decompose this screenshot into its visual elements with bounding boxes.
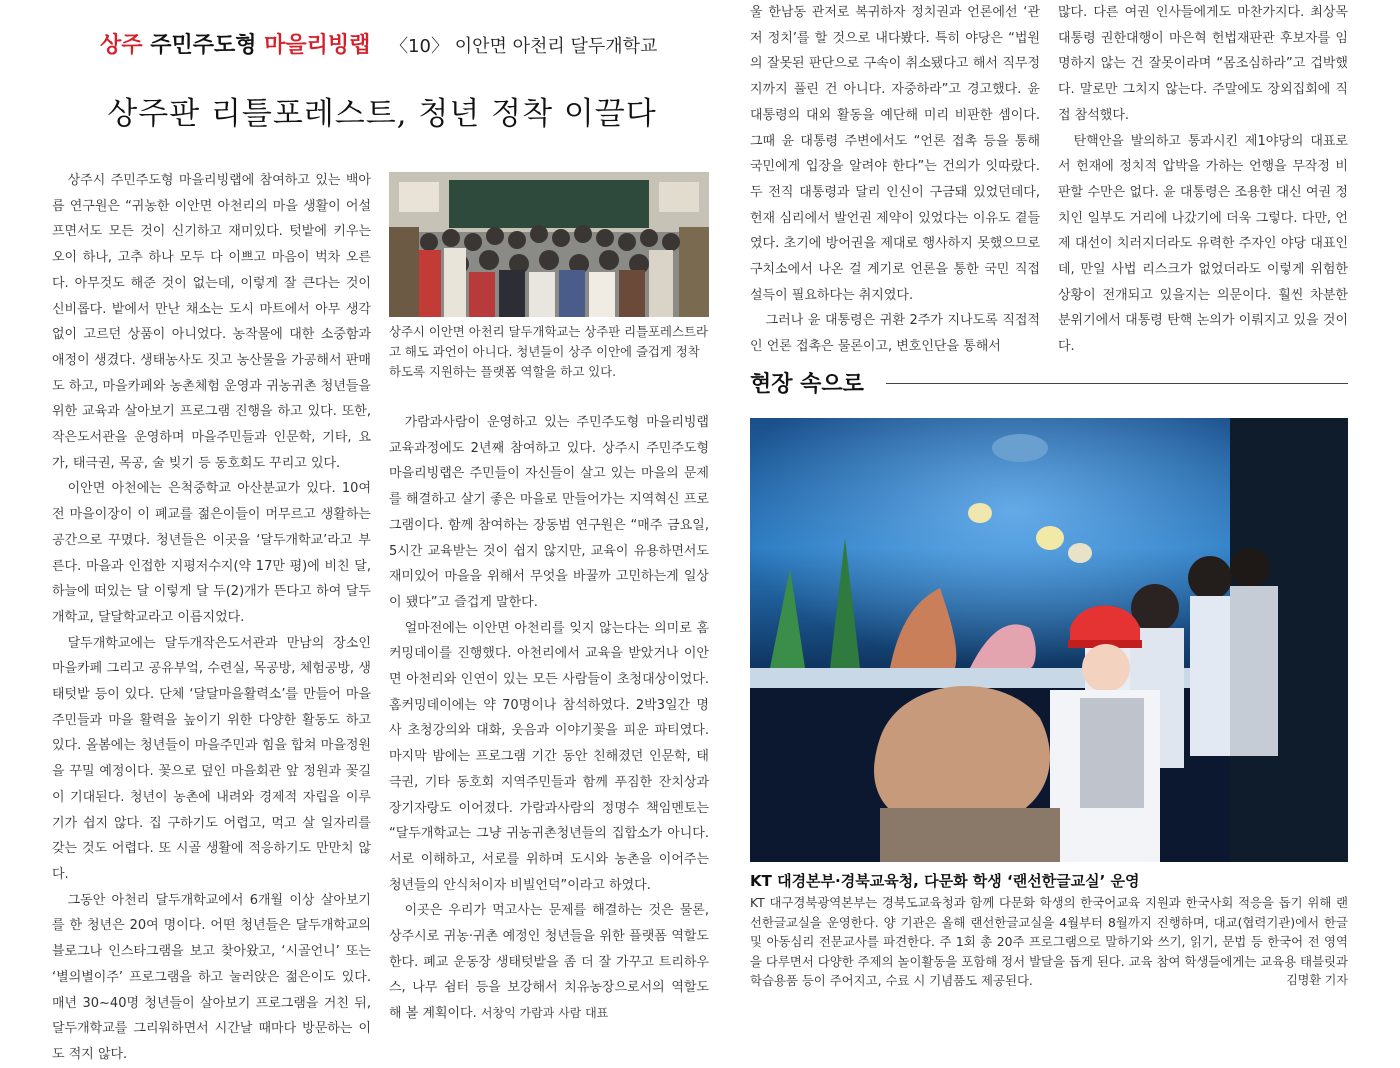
group-photo bbox=[389, 172, 709, 317]
group-photo-image bbox=[389, 172, 709, 317]
article-paragraph: 얼마전에는 이안면 아천리를 잊지 않는다는 의미로 홈커밍데이를 진행했다. 아천리에서 교육을 받았거나 이안면 아천리와 인연이 있는 모든 사람들이 초청대상이었다. 홈커밍데이에는 약 70명이나 참석하였다. 2박3일간 명사 초청강의와 대화, 웃음과 이야기꽃을 피운 파티였다. 마지막 밤에는 프로그램 기간 동안 친해졌던 인문학, 태극권, 기타 동호회 지역주민들과 함께 푸짐한 잔치상과 장기자랑도 이어졌다. 가람과사람의 정명수 책임멘토는 “달두개학교는 그냥 귀농귀촌청년들의 집합소가 아니다. 서로 이해하고, 서로를 위하며 도시와 농촌을 이어주는 청년들의 안식처이자 비빌언덕”이라고 하였다. bbox=[389, 620, 709, 893]
column-paragraph: 울 한남동 관저로 복귀하자 정치권과 언론에선 ‘관저 정치’를 할 것으로 내다봤다. 특히 야당은 “법원의 잘못된 판단으로 구속이 취소됐다고 해서 직무정지까지 풀린 건 아니다. 자중하라”고 경고했다. 윤 대통령의 대외 활동을 예단해 미리 비판한 셈이다. 그때 윤 대통령 주변에서도 “언론 접촉 등을 통해 국민에게 입장을 알려야 한다”는 건의가 잇따랐다. 두 전직 대통령과 달리 인신이 구금돼 있었던데다, 헌재 심리에서 발언권 제약이 있었다는 이유도 곁들였다. 초기에 방어권을 제대로 행사하지 못했으므로 구치소에서 나온 걸 계기로 언론을 통한 국민 직접 설득이 필요하다는 취지였다. bbox=[750, 5, 1040, 303]
photo-caption-text: KT 대구경북광역본부는 경북도교육청과 함께 다문화 학생의 한국어교육 지원과 한국사회 적응을 돕기 위해 랜선한글교실을 운영한다. 양 기관은 올해 랜선한글교실을 4월부터 8월까지 진행하며, 대교(협력기관)에서 한글 및 아동심리 전문교사를 파견한다. 주 1회 총 20주 프로그램으로 말하기와 쓰기, 읽기, 문법 등 한국어 전 영역을 다루면서 다양한 주제의 놀이활동을 포함해 정서 발달을 돕게 된다. 교육 참여 학생들에게는 교육용 태블릿과 학습용품 등이 주어지고, 수료 시 기념품도 제공된다. bbox=[750, 895, 1348, 988]
reporter-byline: 김명환 기자 bbox=[1286, 973, 1348, 987]
article-column-2 bbox=[389, 410, 709, 1027]
article-paragraph: 이안면 아천에는 은척중학교 아산분교가 있다. 10여 전 마을이장이 이 폐교를 젊은이들이 머무르고 생활하는 공간으로 꾸몄다. 청년들은 이곳을 ‘달두개학교’라고 부른다. 마을과 인접한 지평저수지(약 17만 평)에 비친 달, 하늘에 떠있는 달 이렇게 달 두(2)개가 뜬다고 하여 달두개학교, 달달학교라고 이름지었다. bbox=[52, 481, 371, 625]
article-paragraph bbox=[389, 898, 709, 1027]
column-paragraph: 탄핵안을 발의하고 통과시킨 제1야당의 대표로서 헌재에 정치적 압박을 가하는 언행을 무작정 비판할 수만은 없다. 윤 대통령은 조용한 대신 여권 정치인 일부도 거리에 나갔기에 더욱 그렇다. 다만, 언제 대선이 치러지더라도 유력한 주자인 야당 대표인데, 만일 사법 리스크가 없었더라도 이렇게 위험한 상황이 전개되고 있을지는 의문이다. 훨씬 차분한 분위기에서 대통령 탄핵 논의가 이뤄지고 있을 것이다. bbox=[1058, 133, 1348, 355]
article-paragraph: 가람과사람이 운영하고 있는 주민주도형 마을리빙랩 교육과정에도 2년째 참여하고 있다. 상주시 주민주도형 마을리빙랩은 주민들이 자신들이 살고 있는 마을의 문제를 해결하고 살기 좋은 마을로 만들어가는 지역혁신 프로그램이다. 함께 참여하는 장동범 연구원은 “매주 금요일, 5시간 교육받는 것이 쉽지 않지만, 교육이 유용하면서도 재미있어 마을을 위해서 무엇을 바꿀까 고민하는게 일상이 됐다”고 즐겁게 말한다. bbox=[389, 415, 709, 610]
article-paragraph: 달두개학교에는 달두개작은도서관과 만남의 장소인 마을카페 그리고 공유부엌, 수련실, 목공방, 체험공방, 생태텃밭 등이 있다. 단체 ‘달달마을활력소’를 만들어 마을주민들과 마을 활력을 높이기 위한 다양한 활동도 하고 있다. 올봄에는 청년들이 마을주민과 힘을 합쳐 마을정원을 꾸밀 예정이다. 꽃으로 덮인 마을회관 앞 정원과 꽃길이 기대된다. 청년이 농촌에 내려와 경제적 자립을 이루기가 쉽지 않다. 집 구하기도 어렵고, 먹고 살 일자리를 갖는 것도 어렵다. 또 시골 생활에 적응하기도 만만치 않다. bbox=[52, 635, 371, 882]
photo-caption-body bbox=[750, 893, 1348, 991]
column-4 bbox=[1058, 0, 1348, 360]
series-subtitle: 〈10〉 이안면 아천리 달두개학교 bbox=[390, 36, 658, 57]
byline: 서창익 가람과 사람 대표 bbox=[480, 1006, 609, 1021]
aquarium-photo bbox=[750, 418, 1348, 862]
article-paragraph: 그동안 아천리 달두개학교에서 6개월 이상 살아보기를 한 청년은 20여 명이다. 어떤 청년들은 달두개학교의 블로그나 인스타그램을 보고 찾아왔고, ‘시골언니’ 또는 ‘별의별이주’ 프로그램을 하고 눌러앉은 젊은이도 있다. 매년 30~40명 청년들이 살아보기 프로그램을 거친 뒤, 달두개학교를 그리워하면서 시간날 때마다 방문하는 이도 적지 않다. bbox=[52, 892, 371, 1062]
series-name: 마을리빙랩 bbox=[264, 33, 371, 58]
photo-caption: 상주시 이안면 아천리 달두개학교는 상주판 리틀포레스트라고 해도 과언이 아니다. 청년들이 상주 이안에 즐겁게 정착하도록 지원하는 플랫폼 역할을 하고 있다. bbox=[389, 324, 708, 379]
article-column-1 bbox=[52, 168, 371, 1068]
article-paragraph-text: 이곳은 우리가 먹고사는 문제를 해결하는 것은 물론, 상주시로 귀농·귀촌 예정인 청년들을 위한 플랫폼 역할도 한다. 폐교 운동장 생태텃밭을 좀 더 잘 가꾸고 트리하우스, 나무 쉼터 등을 보강해서 치유농장으로서의 역할도 해 볼 계획이다. bbox=[389, 903, 709, 1022]
column-paragraph: 많다. 다른 여권 인사들에게도 마찬가지다. 최상목 대통령 권한대행이 마은혁 헌법재판관 후보자를 임명하지 않는 건 잘못이라며 “몸조심하라”고 겁박했다. 말로만 그치지 않는다. 주말에도 장외집회에 직접 참석했다. bbox=[1058, 5, 1348, 123]
series-title bbox=[100, 28, 720, 59]
column-paragraph: 그러나 윤 대통령은 귀환 2주가 지나도록 직접적인 언론 접촉은 물론이고, 변호인단을 통해서 bbox=[750, 313, 1040, 355]
aquarium-photo-image bbox=[750, 418, 1348, 862]
section-divider bbox=[886, 383, 1348, 384]
article-paragraph: 상주시 주민주도형 마을리빙랩에 참여하고 있는 백아름 연구원은 “귀농한 이안면 아천리의 마을 생활이 어설프면서도 모든 것이 신기하고 재미있다. 텃밭에 키우는 오이 하나, 고추 하나 모두 다 이쁘고 마음이 벅차 오른다. 아무것도 해준 것이 없는데, 이렇게 잘 큰다는 것이 신비롭다. 밭에서 만난 채소는 도시 마트에서 아무 생각 없이 고르던 상품이 아니었다. 농작물에 대한 소중함과 애정이 생겼다. 생태농사도 짓고 농산물을 가공해서 판매도 하고, 마을카페와 농촌체험 운영과 귀농귀촌 청년들을 위한 교육과 살아보기 프로그램 진행을 하고 있다. 또한, 작은도서관을 운영하며 마을주민들과 인문학, 기타, 요가, 태극권, 목공, 술 빚기 등 동호회도 꾸리고 있다. bbox=[52, 173, 371, 471]
section-title: 현장 속으로 bbox=[750, 372, 864, 397]
headline: 상주판 리틀포레스트, 청년 정착 이끌다 bbox=[107, 96, 657, 132]
series-type: 주민주도형 bbox=[150, 33, 257, 58]
photo-caption-title: KT 대경본부·경북교육청, 다문화 학생 ‘랜선한글교실’ 운영 bbox=[750, 872, 1140, 890]
series-region: 상주 bbox=[100, 33, 143, 58]
column-3 bbox=[750, 0, 1040, 360]
